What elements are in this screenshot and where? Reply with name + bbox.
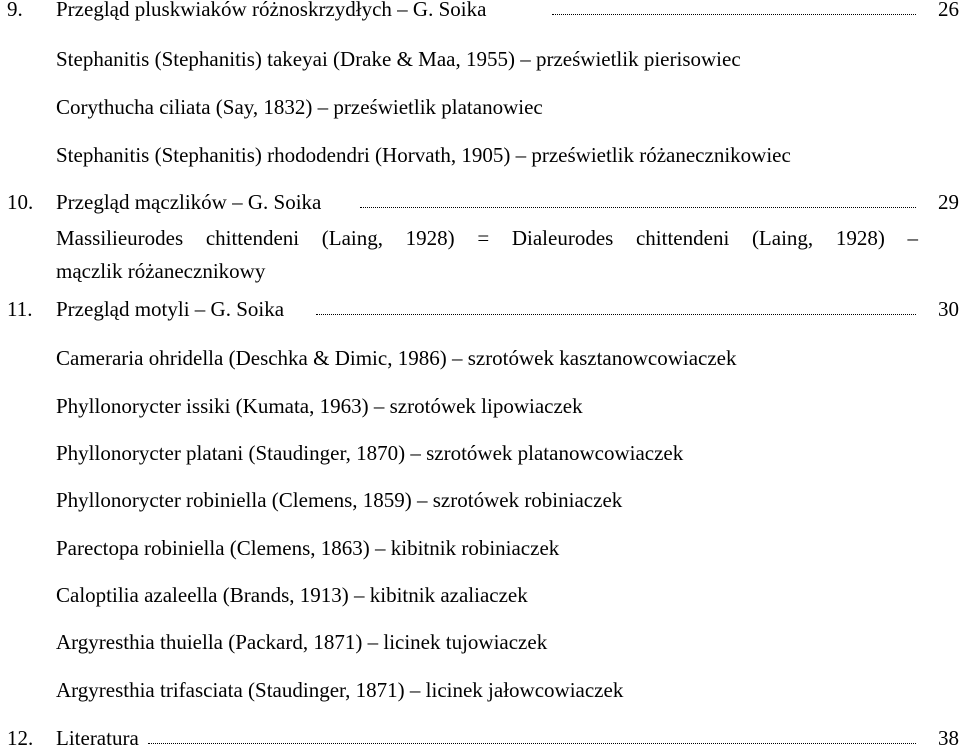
- dot-leader: [148, 725, 916, 744]
- entry-text: Stephanitis (Stephanitis) rhododendri (Horvath, 1905) – prześwietlik różanecznikowiec: [56, 143, 791, 167]
- entry-text: Massilieurodes chittendeni (Laing, 1928) = Dialeurodes chittendeni (Laing, 1928) –: [56, 226, 918, 250]
- page-number: 38: [938, 726, 959, 750]
- page-number: 26: [938, 0, 959, 21]
- page-number: 29: [938, 190, 959, 214]
- entry-text: Argyresthia thuiella (Packard, 1871) – licinek tujowiaczek: [56, 630, 548, 654]
- section-title: Przegląd pluskwiaków różnoskrzydłych – G. Soika: [56, 0, 487, 21]
- entry-text: mączlik różanecznikowy: [56, 259, 266, 283]
- entry-text: Caloptilia azaleella (Brands, 1913) – kibitnik azaliaczek: [56, 583, 528, 607]
- section-number: 12.: [7, 726, 34, 750]
- entry-text: Stephanitis (Stephanitis) takeyai (Drake & Maa, 1955) – prześwietlik pierisowiec: [56, 47, 741, 71]
- entry-text: Cameraria ohridella (Deschka & Dimic, 1986) – szrotówek kasztanowcowiaczek: [56, 346, 737, 370]
- section-number: 11.: [7, 297, 33, 321]
- entry-text: Corythucha ciliata (Say, 1832) – prześwietlik platanowiec: [56, 95, 543, 119]
- section-title: Literatura: [56, 726, 139, 750]
- section-title: Przegląd motyli – G. Soika: [56, 297, 285, 321]
- section-number: 10.: [7, 190, 34, 214]
- dot-leader: [316, 296, 916, 315]
- dot-leader: [552, 0, 916, 15]
- section-number: 9.: [7, 0, 23, 21]
- dot-leader: [360, 189, 916, 208]
- page-number: 30: [938, 297, 959, 321]
- entry-text: Phyllonorycter issiki (Kumata, 1963) – szrotówek lipowiaczek: [56, 394, 583, 418]
- entry-text: Argyresthia trifasciata (Staudinger, 1871) – licinek jałowcowiaczek: [56, 678, 624, 702]
- entry-text: Parectopa robiniella (Clemens, 1863) – kibitnik robiniaczek: [56, 536, 560, 560]
- entry-text: Phyllonorycter platani (Staudinger, 1870) – szrotówek platanowcowiaczek: [56, 441, 684, 465]
- section-title: Przegląd mączlików – G. Soika: [56, 190, 322, 214]
- entry-text: Phyllonorycter robiniella (Clemens, 1859) – szrotówek robiniaczek: [56, 488, 623, 512]
